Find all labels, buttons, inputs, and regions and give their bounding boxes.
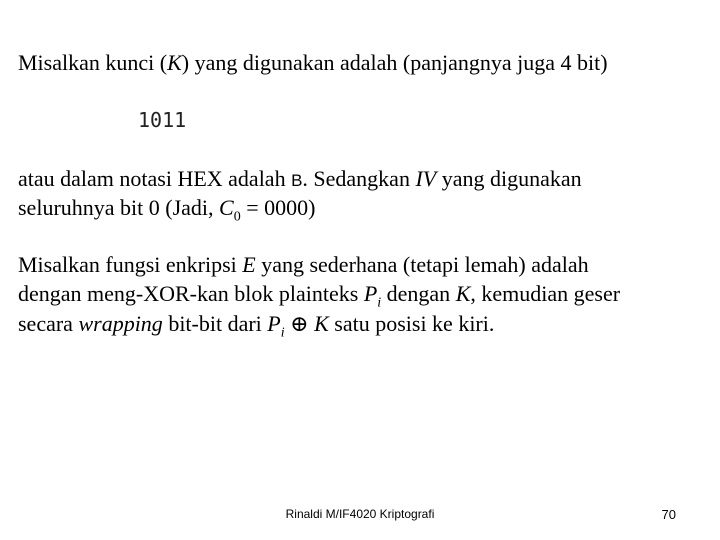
- text: satu posisi ke kiri.: [328, 311, 495, 336]
- paragraph-enc-line2: [18, 281, 621, 311]
- var-k: K: [167, 50, 182, 75]
- var-k: K: [455, 281, 471, 306]
- key-bits: 1011: [138, 108, 187, 132]
- text: atau dalam notasi HEX adalah: [18, 166, 292, 191]
- var-p: P: [363, 281, 378, 306]
- term-wrapping: wrapping: [78, 311, 163, 336]
- var-e: E: [242, 252, 256, 277]
- footer-title: Rinaldi M/IF4020 Kriptografi: [285, 507, 435, 521]
- text: dengan meng-XOR-kan blok plainteks: [18, 281, 364, 306]
- text: = 0000): [240, 195, 316, 220]
- xor-symbol: ⊕: [284, 311, 315, 336]
- text: ) yang digunakan adalah (panjangnya juga 4 bit): [181, 50, 608, 75]
- text: dengan: [381, 281, 456, 306]
- var-k: K: [314, 311, 329, 336]
- text: yang sederhana (tetapi lemah) adalah: [255, 252, 589, 277]
- text: yang digunakan: [436, 166, 582, 191]
- text: Misalkan kunci (: [18, 50, 168, 75]
- hex-value: B: [291, 171, 303, 190]
- paragraph-hex-line2: [18, 195, 316, 225]
- subscript: i: [377, 295, 382, 311]
- subscript: i: [280, 325, 285, 341]
- paragraph-key-intro: [18, 50, 608, 76]
- text: . Sedangkan: [302, 166, 416, 191]
- paragraph-hex-line1: [18, 166, 582, 194]
- text: bit-bit dari: [162, 311, 268, 336]
- var-c: C: [219, 195, 234, 220]
- text: secara: [18, 311, 79, 336]
- text: seluruhnya bit 0 (Jadi,: [18, 195, 220, 220]
- subscript: 0: [233, 209, 241, 225]
- var-iv: IV: [415, 166, 437, 191]
- var-p: P: [267, 311, 281, 336]
- text: , kemudian geser: [470, 281, 621, 306]
- text: Misalkan fungsi enkripsi: [18, 252, 243, 277]
- page-number: 70: [661, 507, 676, 522]
- paragraph-enc-line3: [18, 311, 495, 341]
- paragraph-enc-line1: [18, 252, 589, 278]
